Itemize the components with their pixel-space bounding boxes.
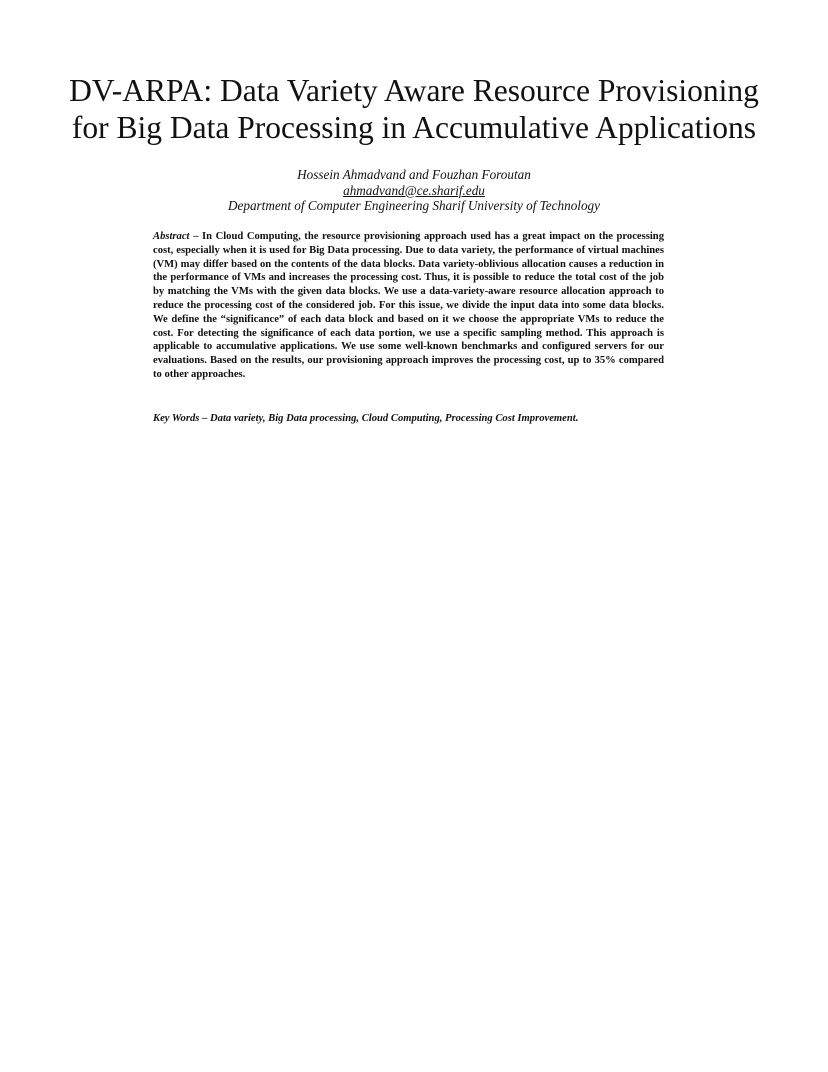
author-affiliation: Department of Computer Engineering Sharif University of Technology (227, 198, 601, 213)
keywords-line: Key Words – Data variety, Big Data processing, Cloud Computing, Processing Cost Improvement. (153, 413, 579, 424)
paper-title-line-1: DV-ARPA: Data Variety Aware Resource Provisioning (69, 73, 759, 108)
abstract-body: – In Cloud Computing, the resource provisioning approach used has a great impact on the processing cost, especially when it is used for Big Data processing. Due to data variety, the performance of virtual machines (VM) may differ based on the contents of the data blocks. Data variety-oblivious allocation causes a reduction in the performance of VMs and increases the processing cost. Thus, it is possible to reduce the total cost of the job by matching the VMs with the given data blocks. We use a data-variety-aware resource allocation approach to reduce the processing cost of the considered job. For this issue, we divide the input data into some data blocks. We define the “significance” of each data block and based on it we choose the appropriate VMs to reduce the cost. For detecting the significance of each data portion, we use a specific sampling method. This approach is applicable to accumulative applications. We use some well-known benchmarks and configured servers for our evaluations. Based on the results, our provisioning approach improves the processing cost, up to 35% compared to other approaches. (153, 231, 664, 380)
abstract-label: Abstract (153, 231, 190, 242)
author-names: Hossein Ahmadvand and Fouzhan Foroutan (297, 167, 531, 182)
author-block (0, 167, 828, 214)
paper-title-line-2: for Big Data Processing in Accumulative Applications (71, 110, 757, 145)
abstract-paragraph (153, 230, 664, 382)
paper-title (40, 72, 788, 146)
author-email-link[interactable]: ahmadvand@ce.sharif.edu (343, 182, 485, 198)
